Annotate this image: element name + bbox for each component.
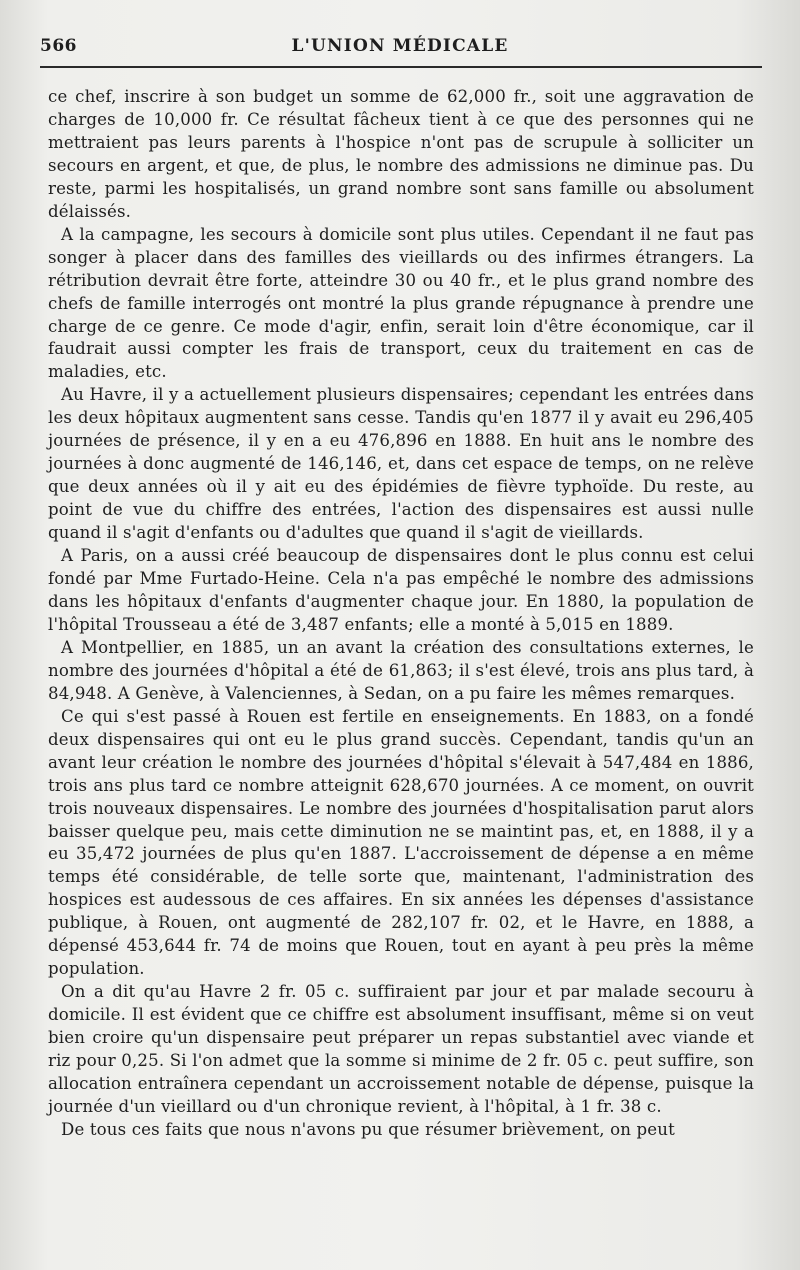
running-head: L'UNION MÉDICALE bbox=[291, 36, 509, 56]
paragraph-5: A Montpellier, en 1885, un an avant la création des consultations externes, le nombre des journées d'hôpital a été de 61,863; il s'est élevé, trois ans plus tard, à 84,948. A Genève, à Valenciennes, à Sedan, on a pu faire les mêmes remarques. bbox=[48, 637, 754, 703]
paragraph-3: Au Havre, il y a actuellement plusieurs dispensaires; cependant les entrées dans les deux hôpitaux augmentent sans cesse. Tandis qu'en 1877 il y avait eu 296,405 journées de présence, il y en a eu 476,896 en 1888. En huit ans le nombre des journées à donc augmenté de 146,146, et, dans cet espace de temps, on ne relève que deux années où il y ait eu des épidémies de fièvre typhoïde. Du reste, au point de vue du chiffre des entrées, l'action des dispensaires est aussi nulle quand il s'agit d'enfants ou d'adultes que quand il s'agit de vieillards. bbox=[48, 385, 754, 543]
paragraph-2: A la campagne, les secours à domicile sont plus utiles. Cependant il ne faut pas songer à placer dans des familles des vieillards ou des infirmes étrangers. La rétribution devrait être forte, atteindre 30 ou 40 fr., et le plus grand nombre des chefs de famille interrogés ont montré la plus grande répugnance à prendre une charge de ce genre. Ce mode d'agir, enfin, serait loin d'être économique, car il faudrait aussi compter les frais de transport, ceux du traitement en cas de maladies, etc. bbox=[48, 224, 754, 382]
paragraph-8: De tous ces faits que nous n'avons pu que résumer brièvement, on peut bbox=[61, 1119, 675, 1139]
paragraph-7: On a dit qu'au Havre 2 fr. 05 c. suffiraient par jour et par malade secouru à domicile. Il est évident que ce chiffre est absolument insuffisant, même si on veut bien croire qu'un dispensaire peut préparer un repas substantiel avec viande et riz pour 0,25. Si l'on admet que la somme si minime de 2 fr. 05 c. peut suffire, son allocation entraînera cependant un accroissement notable de dépense, puisque la journée d'un vieillard ou d'un chronique revient, à l'hôpital, à 1 fr. 38 c. bbox=[48, 982, 754, 1116]
paragraph-6: Ce qui s'est passé à Rouen est fertile en enseignements. En 1883, on a fondé deux dispensaires qui ont eu le plus grand succès. Cependant, tandis qu'un an avant leur création le nombre des journées d'hôpital s'élevait à 547,484 en 1886, trois ans plus tard ce nombre atteignit 628,670 journées. A ce moment, on ouvrit trois nouveaux dispensaires. Le nombre des journées d'hospitalisation parut alors baisser quelque peu, mais cette diminution ne se maintint pas, et, en 1888, il y a eu 35,472 journées de plus qu'en 1887. L'accroissement de dépense a en même temps été considérable, de telle sorte que, maintenant, l'administration des hospices est audessous de ces affaires. En six années les dépenses d'assistance publique, à Rouen, ont augmenté de 282,107 fr. 02, et le Havre, en 1888, a dépensé 453,644 fr. 74 de moins que Rouen, tout en ayant à peu près la même population. bbox=[48, 706, 754, 979]
page-header bbox=[40, 32, 760, 60]
paragraph-1: ce chef, inscrire à son budget un somme de 62,000 fr., soit une aggravation de charges de 10,000 fr. Ce résultat fâcheux tient à ce que des personnes qui ne mettraient pas leurs parents à l'hospice n'ont pas de scrupule à solliciter un secours en argent, et que, de plus, le nombre des admissions ne diminue pas. Du reste, parmi les hospitalisés, un grand nombre sont sans famille ou absolument délaissés. bbox=[48, 87, 754, 221]
paragraph-4: A Paris, on a aussi créé beaucoup de dispensaires dont le plus connu est celui fondé par Mme Furtado-Heine. Cela n'a pas empêché le nombre des admissions dans les hôpitaux d'enfants d'augmenter chaque jour. En 1880, la population de l'hôpital Trousseau a été de 3,487 enfants; elle a monté à 5,015 en 1889. bbox=[48, 546, 754, 634]
article-body bbox=[48, 86, 754, 1142]
page-number: 566 bbox=[40, 36, 77, 56]
header-rule bbox=[40, 66, 762, 68]
